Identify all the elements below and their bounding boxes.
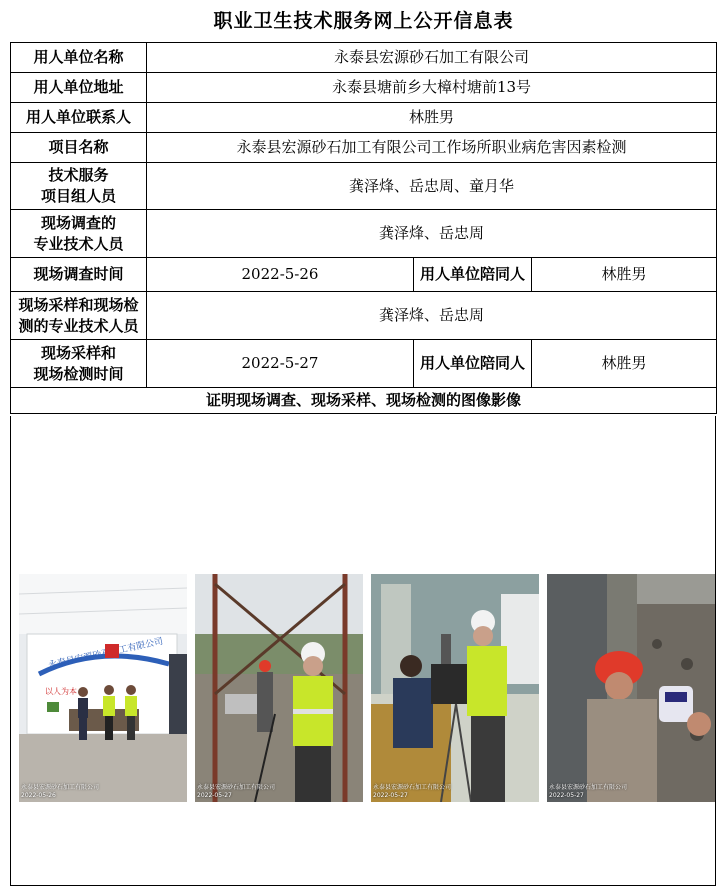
- indoor-photo-image: [371, 574, 539, 802]
- sampling-staff-value: 龚泽烽、岳忠周: [147, 292, 717, 340]
- caption-company: 永泰县宏源砂石加工有限公司: [21, 784, 100, 791]
- photo-sampling-quarry: [547, 574, 715, 802]
- photo-sampling-outdoor: [195, 574, 363, 802]
- caption-company: 永泰县宏源砂石加工有限公司: [373, 784, 452, 791]
- row-project-team: [11, 163, 717, 210]
- photo-area: [10, 416, 716, 886]
- quarry-photo-image: [547, 574, 715, 802]
- caption-time: 2022-05-27: [549, 792, 584, 799]
- row-project-name: [11, 133, 717, 163]
- survey-staff-label-line1: 现场调查的: [40, 213, 116, 232]
- outdoor-photo-image: [195, 574, 363, 802]
- page-title: 职业卫生技术服务网上公开信息表: [213, 10, 514, 32]
- photo-survey-office: [19, 574, 187, 802]
- survey-time-label: 现场调查时间: [11, 258, 147, 292]
- sampling-staff-label-line1: 现场采样和现场检: [18, 295, 139, 314]
- caption-company: 永泰县宏源砂石加工有限公司: [197, 784, 276, 791]
- sampling-time-label-line1: 现场采样和: [40, 343, 116, 362]
- survey-staff-value: 龚泽烽、岳忠周: [147, 210, 717, 258]
- row-sampling-time: [11, 340, 717, 388]
- survey-companion-label: 用人单位陪同人: [414, 258, 532, 292]
- employer-contact-label: 用人单位联系人: [11, 103, 147, 133]
- project-name-value: 永泰县宏源砂石加工有限公司工作场所职业病危害因素检测: [147, 133, 717, 163]
- employer-name-label: 用人单位名称: [11, 43, 147, 73]
- row-survey-staff: [11, 210, 717, 258]
- photo-caption: [549, 784, 627, 800]
- sampling-companion-value: 林胜男: [532, 340, 717, 388]
- employer-address-value: 永泰县塘前乡大樟村塘前13号: [147, 73, 717, 103]
- project-name-label: 项目名称: [11, 133, 147, 163]
- project-team-label-line1: 技术服务: [48, 166, 109, 184]
- survey-staff-label-line2: 专业技术人员: [33, 234, 124, 253]
- employer-name-value: 永泰县宏源砂石加工有限公司: [147, 43, 717, 73]
- row-images-header: [11, 388, 717, 414]
- caption-time: 2022-05-26: [21, 792, 56, 799]
- survey-companion-value: 林胜男: [532, 258, 717, 292]
- info-table: [10, 42, 717, 414]
- sampling-staff-label: [11, 292, 147, 340]
- sampling-time-label-line2: 现场检测时间: [33, 364, 124, 383]
- sampling-time-label: [11, 340, 147, 388]
- caption-time: 2022-05-27: [197, 792, 232, 799]
- row-employer-contact: [11, 103, 717, 133]
- project-team-value: 龚泽烽、岳忠周、童月华: [147, 163, 717, 210]
- project-team-label: [11, 163, 147, 210]
- row-sampling-staff: [11, 292, 717, 340]
- office-photo-image: [19, 574, 187, 802]
- row-survey-time: [11, 258, 717, 292]
- employer-contact-value: 林胜男: [147, 103, 717, 133]
- row-employer-name: [11, 43, 717, 73]
- images-header: 证明现场调查、现场采样、现场检测的图像影像: [11, 388, 717, 414]
- row-employer-address: [11, 73, 717, 103]
- photo-sampling-indoor: [371, 574, 539, 802]
- caption-company: 永泰县宏源砂石加工有限公司: [549, 784, 628, 791]
- photo-caption: [21, 784, 99, 800]
- survey-time-value: 2022-5-26: [147, 258, 414, 292]
- sampling-time-value: 2022-5-27: [147, 340, 414, 388]
- office-banner-text: 以人为本: [45, 687, 77, 696]
- employer-address-label: 用人单位地址: [11, 73, 147, 103]
- project-team-label-line2: 项目组人员: [40, 187, 116, 205]
- photo-caption: [373, 784, 451, 800]
- photo-caption: [197, 784, 275, 800]
- caption-time: 2022-05-27: [373, 792, 408, 799]
- survey-staff-label: [11, 210, 147, 258]
- sampling-staff-label-line2: 测的专业技术人员: [18, 316, 139, 335]
- sampling-companion-label: 用人单位陪同人: [414, 340, 532, 388]
